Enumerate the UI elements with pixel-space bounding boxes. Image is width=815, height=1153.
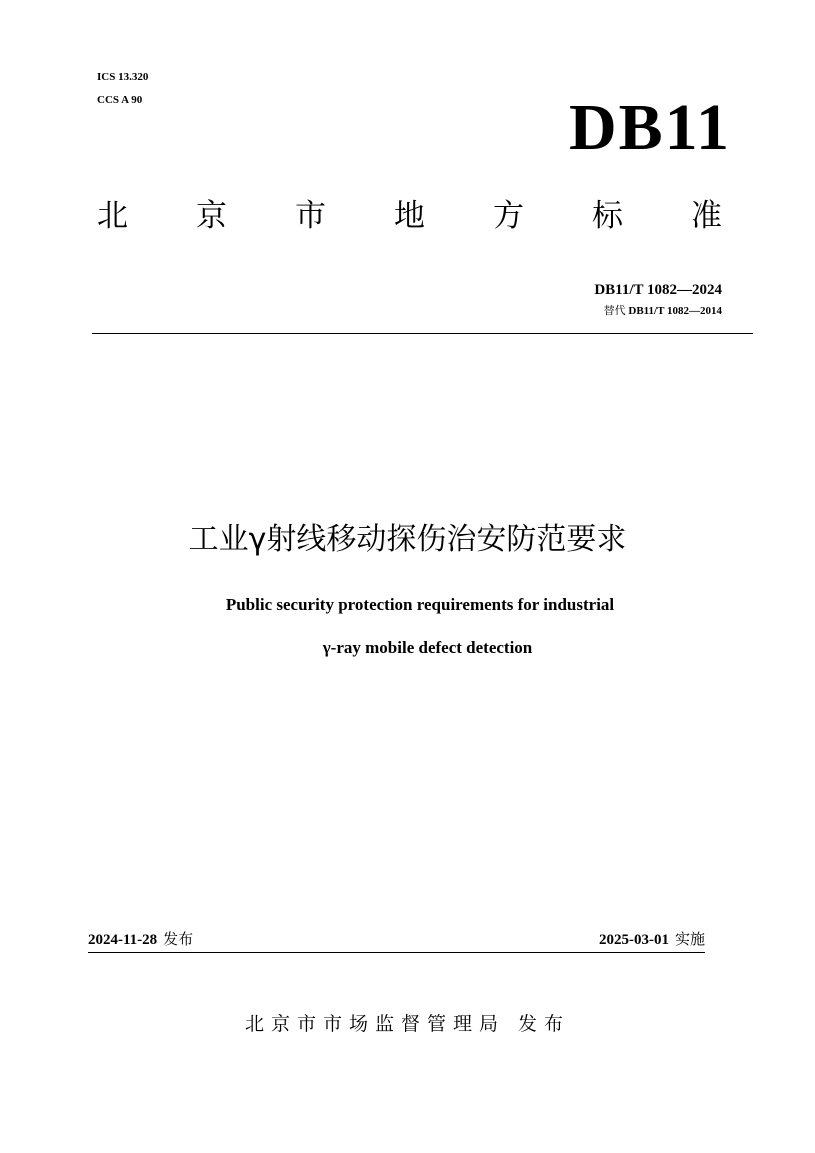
authority-char: 准 [691, 198, 722, 234]
issue-date [88, 928, 193, 951]
dates-divider [88, 952, 705, 953]
issue-date-value: 2024-11-28 [88, 932, 158, 948]
publisher: 北京市市场监督管理局 发布 [244, 1013, 571, 1035]
replaces-number: DB11/T 1082—2014 [628, 305, 722, 317]
implement-label: 实施 [674, 930, 705, 948]
ccs-code: CCS A 90 [97, 94, 143, 106]
authority-title [97, 196, 722, 236]
authority-char: 京 [196, 198, 227, 234]
authority-char: 市 [295, 198, 326, 234]
authority-char: 地 [394, 198, 425, 234]
ics-code: ICS 13.320 [97, 71, 149, 83]
title-english-line1: Public security protection requirements for industrial [225, 595, 615, 614]
replaces-label: 替代 [603, 304, 626, 317]
standard-number: DB11/T 1082—2024 [594, 282, 722, 298]
issue-label: 发布 [163, 930, 194, 948]
title-chinese: 工业γ射线移动探伤治安防范要求 [188, 522, 627, 557]
dates-row [88, 928, 705, 952]
implement-date [599, 928, 705, 951]
authority-char: 北 [97, 198, 128, 234]
title-english-line2: γ-ray mobile defect detection [322, 638, 533, 657]
authority-char: 标 [592, 198, 623, 234]
db-code-logo: DB11 [568, 91, 731, 164]
authority-char: 方 [493, 198, 524, 234]
header-divider [92, 333, 753, 334]
replaces-line [604, 304, 722, 318]
implement-date-value: 2025-03-01 [598, 932, 669, 948]
